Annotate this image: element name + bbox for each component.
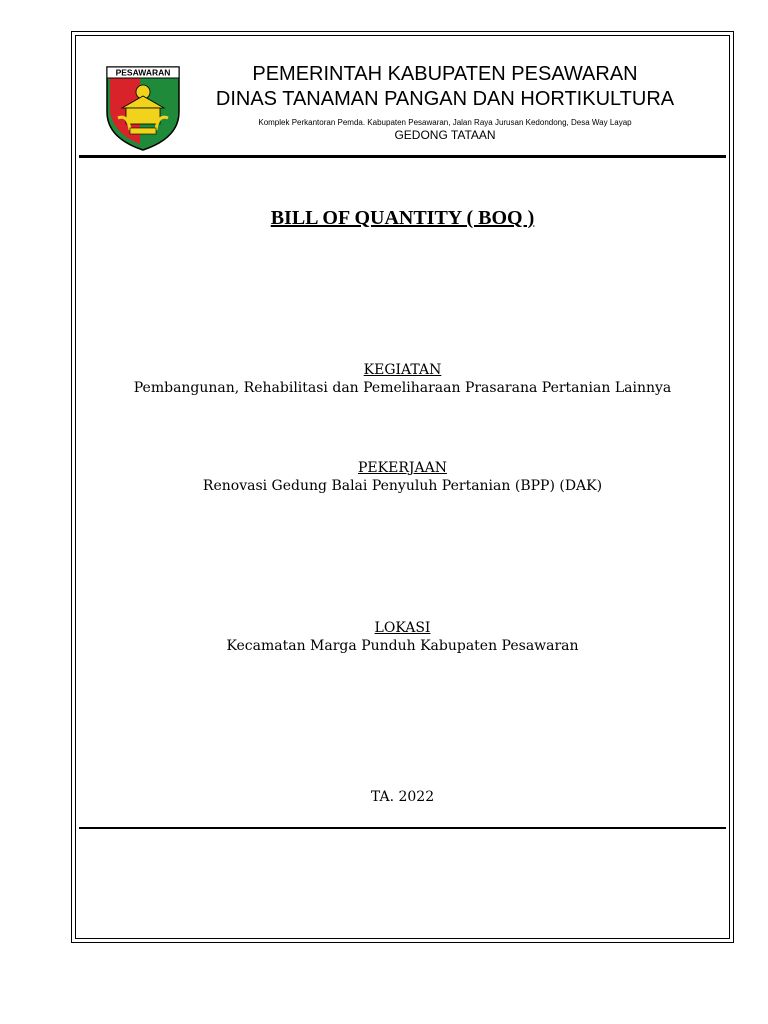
footer-divider: [79, 827, 726, 829]
kegiatan-value: Pembangunan, Rehabilitasi dan Pemeliharaan Prasarana Pertanian Lainnya: [133, 380, 672, 396]
document-title: BILL OF QUANTITY ( BOQ ): [270, 207, 535, 229]
pekerjaan-label: PEKERJAAN: [358, 460, 447, 476]
kegiatan-label: KEGIATAN: [363, 362, 442, 378]
pesawaran-emblem-logo: [104, 64, 182, 152]
lokasi-value: Kecamatan Marga Punduh Kabupaten Pesawaran: [226, 638, 579, 654]
lokasi-label: LOKASI: [374, 620, 431, 636]
logo-text: PESAWARAN: [115, 67, 171, 78]
fiscal-year: TA. 2022: [370, 789, 435, 805]
department-name: DINAS TANAMAN PANGAN DAN HORTIKULTURA: [215, 88, 675, 110]
office-address: Komplek Perkantoran Pemda. Kabupaten Pesawaran, Jalan Raya Jurusan Kedondong, Desa Way Layap: [258, 118, 632, 127]
header-divider: [79, 155, 726, 158]
government-name: PEMERINTAH KABUPATEN PESAWARAN: [252, 63, 638, 85]
pekerjaan-value: Renovasi Gedung Balai Penyuluh Pertanian (BPP) (DAK): [202, 478, 603, 494]
office-city: GEDONG TATAAN: [394, 128, 496, 142]
